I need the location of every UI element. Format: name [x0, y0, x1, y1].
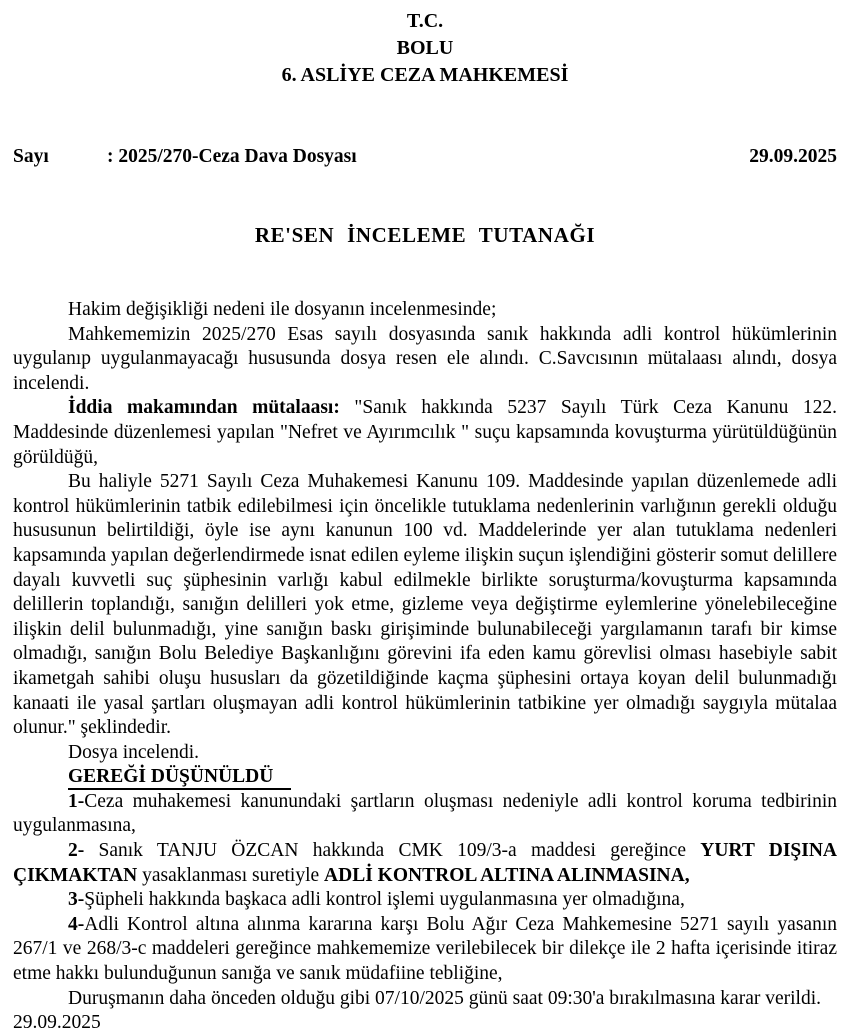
paragraph-prosecutor-opinion	[13, 396, 837, 470]
case-number-label: Sayı	[13, 146, 49, 167]
decision-item-4-text: Adli Kontrol altına alınma kararına karşı Bolu Ağır Ceza Mahkemesine 5271 sayılı yasanın 267/1 ve 268/3-c maddeleri gereğince mahkememize verilebilecek bir dilekçe ile 2 hafta içerisinde itiraz etme hakkı bulunduğunun sanığa ve sanık müdafiine tebliğine,	[13, 913, 837, 985]
decision-item-2-bold-travel-ban: YURT DIŞINA ÇIKMAKTAN	[13, 840, 838, 886]
decision-item-2-number: 2-	[68, 840, 85, 862]
document-body	[13, 298, 837, 1028]
decision-item-2-bold-judicial-control: ADLİ KONTROL ALTINA ALINMASINA,	[324, 864, 690, 886]
decision-item-2-text-mid: yasaklanması suretiyle	[137, 864, 325, 886]
document-date-bottom: 29.09.2025	[13, 1012, 101, 1028]
decision-item-2	[13, 839, 837, 888]
paragraph-intro: Hakim değişikliği nedeni ile dosyanın incelenmesinde;	[68, 299, 497, 320]
header-city: BOLU	[396, 37, 454, 59]
document-title: RE'SEN İNCELEME TUTANAĞI	[254, 223, 596, 247]
document-date-top: 29.09.2025	[749, 146, 837, 167]
decision-heading-text: GEREĞİ DÜŞÜNÜLDÜ	[68, 766, 291, 790]
case-number	[13, 146, 357, 168]
decision-item-3-text: Şüpheli hakkında başkaca adli kontrol işlemi uygulanmasına yer olmadığına,	[84, 889, 685, 911]
paragraph-assessment: Bu haliyle 5271 Sayılı Ceza Muhakemesi Kanunu 109. Maddesinde yapılan düzenlemede adli kontrol hükümlerinin tatbik edilebilmesi için öncelikle tutuklama nedenlerinin varlığının gerekli olduğu hususunun belirtildiği, öyle ise aynı kanunun 100 vd. Maddelerinde yer alan tutuklama nedenleri kapsamında yapılan değerlendirmede isnat edilen eyleme ilişkin suçun işlendiğini gösterir somut delillere dayalı kuvvetli suç şüphesinin varlığı kabul edilmekle birlikte soruşturma/kovuşturma kapsamında delillerin toplandığı, sanığın delilleri yok etme, gizleme veya değiştirme eylemlerine yönelebileceğine ilişkin delil bulunmadığı, yine sanığın baskı girişiminde bulunabileceği yargılamanın tarafı bir kimse olmadığı, sanığın Bolu Belediye Başkanlığını görevini ifa eden kamu görevlisi olması hasebiyle sabit ikametgah sahibi oluşu hususları da gözetildiğinde kaçma şüphesini ortaya koyan delil bulunmadığı kanaati ile yasal şartları oluşmayan adli kontrol hükümlerinin tatbikine yer olmadığı saygıyla mütalaa olunur." şeklindedir.	[13, 471, 837, 739]
header-court-name: 6. ASLİYE CEZA MAHKEMESİ	[281, 64, 569, 86]
prosecutor-opinion-label: İddia makamından mütalaası:	[68, 397, 340, 419]
decision-item-4-number: 4-	[68, 913, 85, 935]
decision-item-2-text-pre: Sanık TANJU ÖZCAN hakkında CMK 109/3-a maddesi gereğince	[84, 840, 701, 862]
decision-item-4	[13, 913, 837, 987]
decision-item-3-number: 3-	[68, 889, 85, 911]
paragraph-examination: Mahkememizin 2025/270 Esas sayılı dosyasında sanık hakkında adli kontrol hükümlerinin uygulanıp uygulanmayacağı hususunda dosya resen ele alındı. C.Savcısının mütalaası alındı, dosya incelendi.	[13, 323, 837, 394]
decision-item-1-number: 1-	[68, 790, 85, 812]
case-number-value: 2025/270-Ceza Dava Dosyası	[118, 146, 357, 167]
decision-item-1	[13, 790, 837, 839]
case-line	[13, 146, 837, 168]
paragraph-file-reviewed: Dosya incelendi.	[68, 741, 200, 763]
decision-item-3	[13, 888, 837, 913]
prosecutor-opinion-quote: "Sanık hakkında 5237 Sayılı Türk Ceza Kanunu 122. Maddesinde düzenlemesi yapılan "Nefret ve Ayırımcılık " suçu kapsamında kovuşturma yürütüldüğünün görüldüğü,	[13, 397, 838, 468]
decision-heading	[13, 765, 837, 790]
case-number-colon: :	[107, 146, 114, 167]
decision-item-1-text: Ceza muhakemesi kanunundaki şartların oluşması nedeniyle adli kontrol koruma tedbirinin uygulanmasına,	[13, 790, 837, 837]
court-header	[13, 8, 837, 89]
header-country: T.C.	[406, 10, 444, 32]
closing-line: Duruşmanın daha önceden olduğu gibi 07/10/2025 günü saat 09:30'a bırakılmasına karar verildi.	[68, 987, 822, 1009]
